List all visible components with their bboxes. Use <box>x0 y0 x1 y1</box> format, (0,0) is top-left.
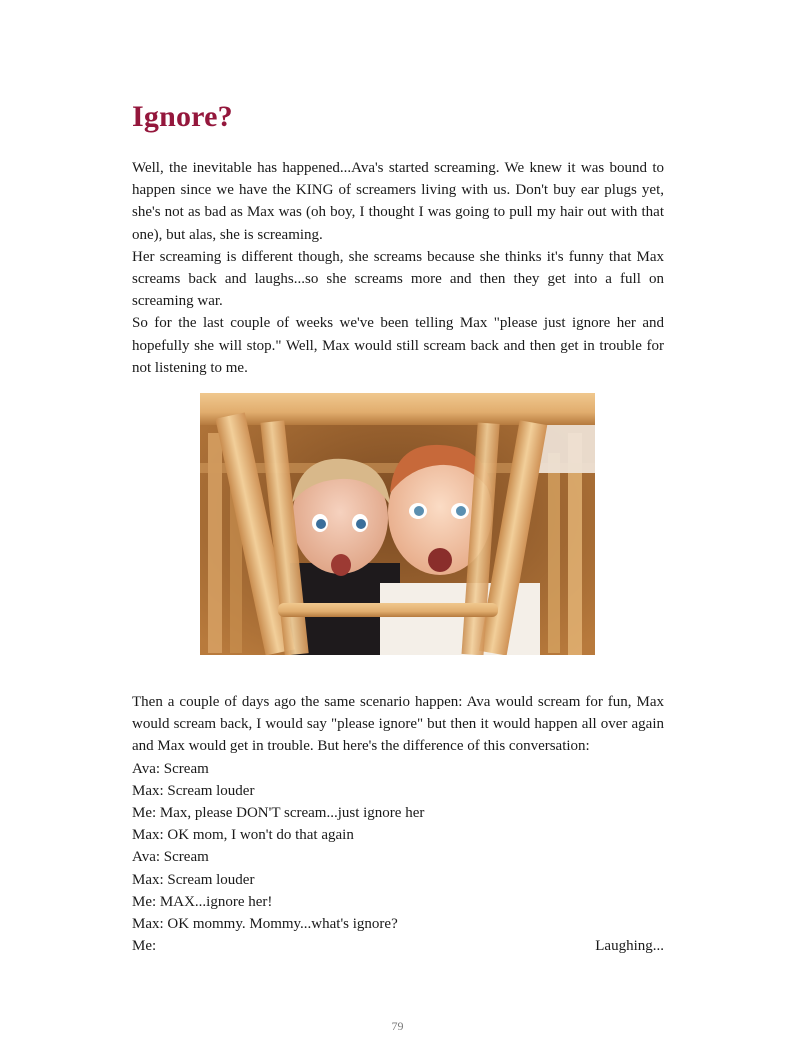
paragraph: Then a couple of days ago the same scenario happen: Ava would scream for fun, Max would scream back, I would say "please ignore" but then it would happen all over again and Max would get in trouble. But here's the difference of this conversation: <box>132 694 664 755</box>
paragraph: Her screaming is different though, she screams because she thinks it's funny that Max screams back and laughs...so she screams more and then they get into a full on screaming war. <box>132 248 664 310</box>
final-dialogue-line <box>132 935 664 957</box>
final-action: Laughing... <box>595 938 664 955</box>
dialogue-line: Max: Scream louder <box>132 782 255 799</box>
dialogue-line: Me: Max, please DON'T scream...just ignore her <box>132 805 425 822</box>
dialogue-line: Ava: Scream <box>132 760 209 777</box>
page-number: 79 <box>391 1019 404 1033</box>
dialogue-line: Max: OK mommy. Mommy...what's ignore? <box>132 916 398 933</box>
intro-text <box>132 157 664 379</box>
dialogue-line: Max: OK mom, I won't do that again <box>132 827 354 844</box>
dialogue-line: Max: Scream louder <box>132 871 255 888</box>
paragraph: So for the last couple of weeks we've been telling Max "please just ignore her and hopefully she will stop." Well, Max would still scream back and then get in trouble for not listening to me. <box>132 315 664 376</box>
page-title: Ignore? <box>132 100 233 133</box>
final-speaker: Me: <box>132 938 157 955</box>
dialogue-line: Ava: Scream <box>132 849 209 866</box>
dialogue-line: Me: MAX...ignore her! <box>132 893 273 910</box>
paragraph: Well, the inevitable has happened...Ava's started screaming. We knew it was bound to happen since we have the KING of screamers living with us. Don't buy ear plugs yet, she's not as bad as Max was (oh boy, I thought I was going to pull my hair out with that one), but alas, she is screaming. <box>132 160 664 243</box>
closing-text <box>132 691 664 957</box>
children-photo <box>200 393 595 655</box>
